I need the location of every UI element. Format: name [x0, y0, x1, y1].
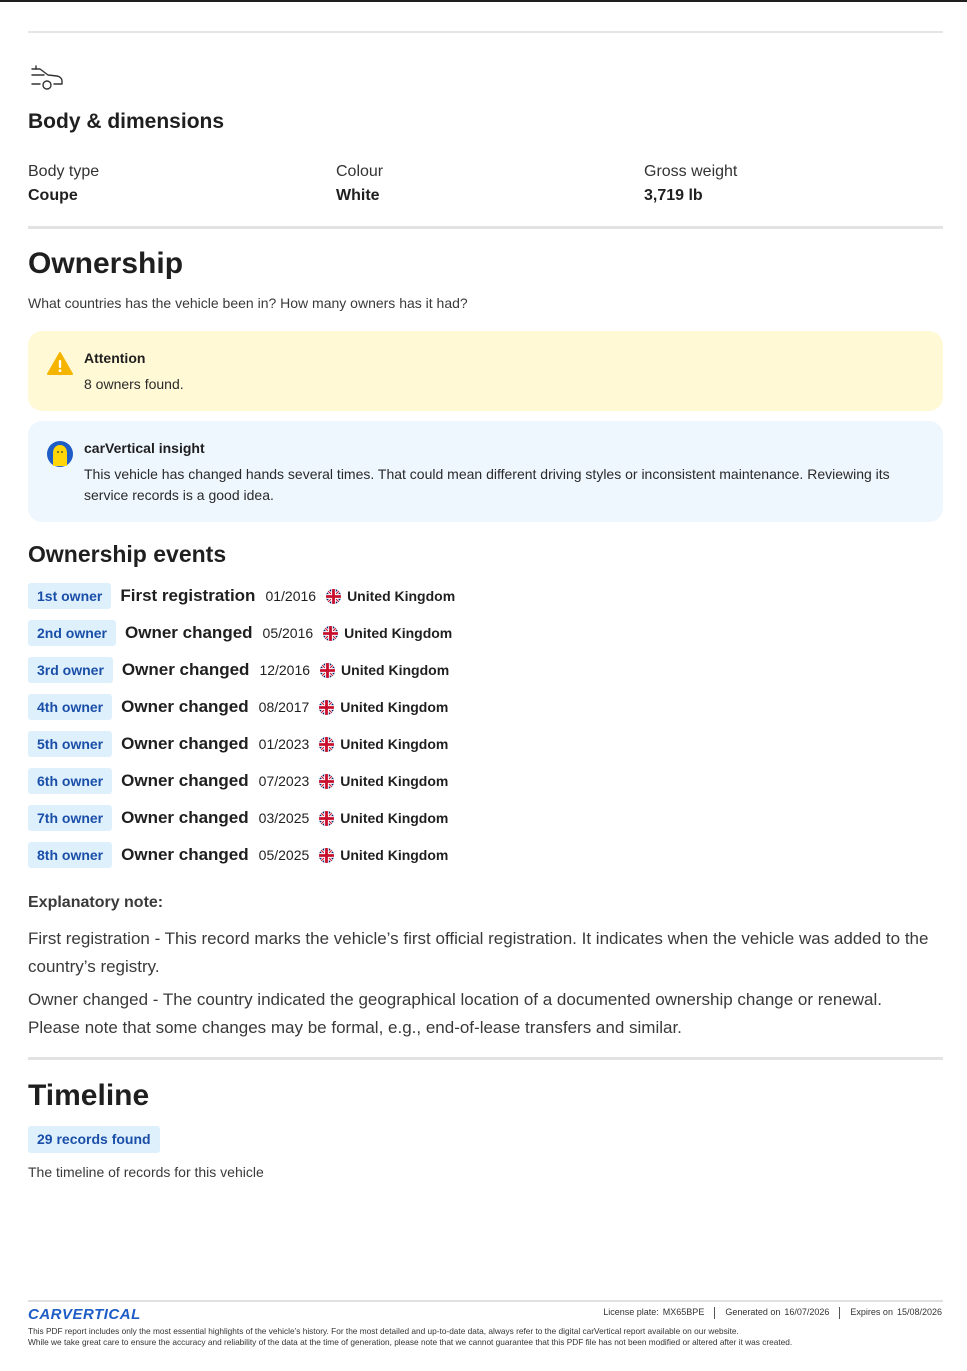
- event-name: Owner changed: [121, 771, 249, 790]
- uk-flag-icon: [319, 774, 334, 789]
- owner-badge: 5th owner: [28, 731, 112, 757]
- spec-label: Gross weight: [644, 163, 738, 180]
- event-name: Owner changed: [121, 734, 249, 753]
- footer-divider: [28, 1300, 943, 1302]
- generated-label: Generated on: [725, 1307, 781, 1317]
- event-date: 01/2016: [265, 588, 317, 604]
- spec-gross-weight: [644, 162, 737, 206]
- event-date: 05/2016: [262, 625, 314, 641]
- event-name: First registration: [120, 586, 256, 605]
- spec-label: Body type: [28, 163, 100, 180]
- ownership-description: What countries has the vehicle been in? How many owners has it had?: [28, 295, 468, 311]
- separator: [714, 1307, 715, 1319]
- uk-flag-icon: [323, 626, 338, 641]
- owner-badge: 1st owner: [28, 583, 111, 609]
- spec-colour: [336, 162, 383, 206]
- attention-title: Attention: [84, 350, 146, 366]
- ownership-event-row: [28, 657, 449, 683]
- insight-title: carVertical insight: [84, 440, 205, 456]
- event-country: United Kingdom: [340, 736, 449, 752]
- spec-value: Coupe: [28, 187, 78, 204]
- body-dimensions-title: Body & dimensions: [28, 110, 225, 133]
- insight-callout: [28, 421, 943, 522]
- uk-flag-icon: [326, 589, 341, 604]
- event-date: 01/2023: [258, 736, 310, 752]
- event-country: United Kingdom: [347, 588, 456, 604]
- event-name: Owner changed: [121, 808, 249, 827]
- event-date: 05/2025: [258, 847, 310, 863]
- spec-value: White: [336, 187, 380, 204]
- ownership-event-row: [28, 805, 448, 831]
- timeline-description: The timeline of records for this vehicle: [28, 1164, 264, 1180]
- insight-text: This vehicle has changed hands several times. That could mean different driving styles or inconsistent maintenance. Reviewing its service records is a good idea.: [84, 466, 890, 503]
- timeline-title: Timeline: [28, 1079, 150, 1112]
- explanatory-note-title: Explanatory note:: [28, 894, 164, 911]
- event-country: United Kingdom: [340, 699, 449, 715]
- event-country: United Kingdom: [341, 662, 450, 678]
- ownership-event-row: [28, 620, 452, 646]
- event-date: 08/2017: [258, 699, 310, 715]
- attention-text: 8 owners found.: [84, 376, 184, 392]
- generated-value: 16/07/2026: [784, 1307, 830, 1317]
- ownership-event-row: [28, 583, 455, 609]
- uk-flag-icon: [319, 737, 334, 752]
- license-plate-value: MX65BPE: [662, 1307, 705, 1317]
- ownership-event-row: [28, 768, 448, 794]
- divider: [28, 31, 943, 33]
- uk-flag-icon: [319, 848, 334, 863]
- owner-badge: 6th owner: [28, 768, 112, 794]
- ownership-events-title: Ownership events: [28, 541, 227, 567]
- owner-badge: 3rd owner: [28, 657, 113, 683]
- ownership-title: Ownership: [28, 247, 184, 280]
- expires-value: 15/08/2026: [896, 1307, 942, 1317]
- owner-badge: 8th owner: [28, 842, 112, 868]
- event-name: Owner changed: [121, 697, 249, 716]
- owner-badge: 2nd owner: [28, 620, 116, 646]
- event-date: 03/2025: [258, 810, 310, 826]
- disclaimer-line: While we take great care to ensure the accuracy and reliability of the data at the time of generation, please note that we cannot guarantee that this PDF file has not been modified or altered after it was created.: [28, 1336, 793, 1347]
- divider: [28, 226, 943, 229]
- spec-body-type: [28, 162, 99, 206]
- top-border: [0, 0, 967, 2]
- event-country: United Kingdom: [344, 625, 453, 641]
- event-name: Owner changed: [121, 845, 249, 864]
- event-date: 07/2023: [258, 773, 310, 789]
- event-name: Owner changed: [121, 660, 250, 679]
- warning-icon: [46, 350, 74, 378]
- event-date: 12/2016: [259, 662, 311, 678]
- ownership-event-row: [28, 842, 448, 868]
- event-country: United Kingdom: [340, 847, 449, 863]
- event-country: United Kingdom: [340, 773, 449, 789]
- divider: [28, 1057, 943, 1060]
- car-icon: [30, 64, 64, 94]
- ownership-event-row: [28, 731, 448, 757]
- uk-flag-icon: [319, 700, 334, 715]
- event-country: United Kingdom: [340, 810, 449, 826]
- insight-mascot-icon: [46, 440, 74, 468]
- footer-meta: [603, 1307, 942, 1319]
- uk-flag-icon: [319, 811, 334, 826]
- note-owner-changed: Owner changed - The country indicated the geographical location of a documented ownership change or renewal. Please note that some changes may be formal, e.g., end-of-lease transfers and similar.: [28, 990, 883, 1037]
- separator: [839, 1307, 840, 1319]
- disclaimer-line: This PDF report includes only the most essential highlights of the vehicle’s history. For the most detailed and up-to-date data, always refer to the digital carVertical report available on our website.: [28, 1326, 739, 1336]
- records-found-badge: 29 records found: [28, 1126, 160, 1153]
- footer-disclaimer: [28, 1326, 943, 1347]
- carvertical-logo: CARVERTICAL: [28, 1306, 141, 1323]
- owner-badge: 7th owner: [28, 805, 112, 831]
- ownership-event-row: [28, 694, 448, 720]
- license-plate-label: License plate:: [603, 1307, 659, 1317]
- event-name: Owner changed: [125, 623, 253, 642]
- uk-flag-icon: [320, 663, 335, 678]
- spec-label: Colour: [336, 163, 384, 180]
- expires-label: Expires on: [850, 1307, 893, 1317]
- spec-value: 3,719 lb: [644, 187, 703, 204]
- owner-badge: 4th owner: [28, 694, 112, 720]
- note-first-registration: First registration - This record marks the vehicle’s first official registration. It indicates when the vehicle was added to the country’s registry.: [28, 929, 929, 976]
- attention-callout: [28, 331, 943, 411]
